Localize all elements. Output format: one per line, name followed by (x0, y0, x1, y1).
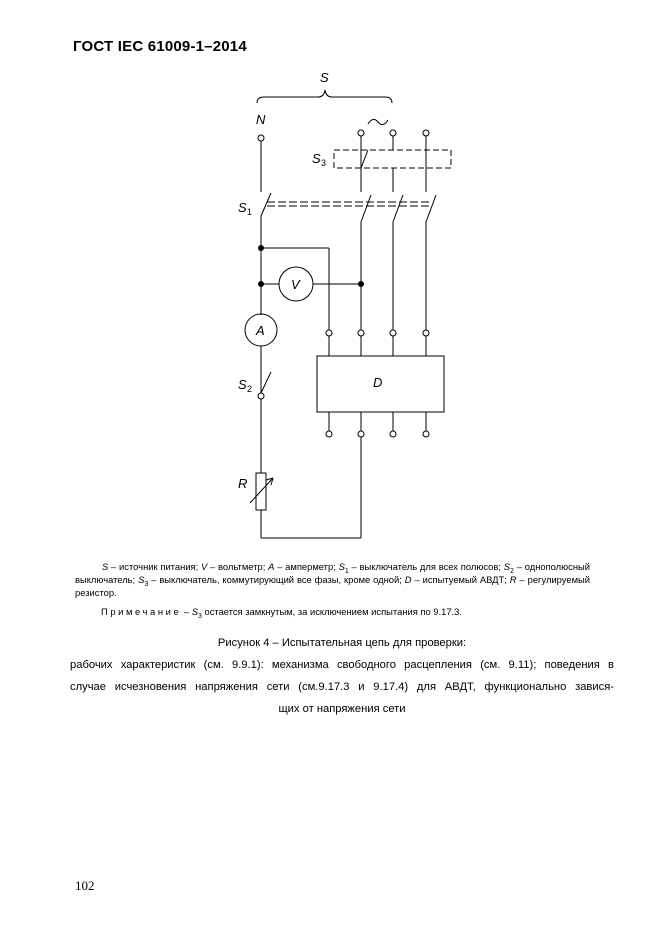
source-brace (257, 90, 392, 103)
label-a: A (256, 323, 265, 338)
caption-line: щих от напряжения сети (278, 703, 406, 715)
terminal-n (258, 135, 264, 141)
label-d: D (373, 375, 383, 390)
document-header: ГОСТ IEC 61009-1–2014 (73, 38, 247, 55)
figure-note: Примечание – $S_3$ остается замкнутым, за исключением испытания по 9.17.3. (101, 606, 462, 620)
caption-line: рабочих характеристик (см. 9.9.1): механизма свободного расцепления (см. 9.11); поведения в (70, 659, 614, 671)
resistor-adjust-arrow (250, 478, 273, 503)
figure-caption (70, 632, 614, 720)
junction-dot (258, 245, 264, 251)
label-n: N (256, 112, 266, 127)
terminal-phase-1 (358, 130, 364, 136)
label-s2-sub: 2 (247, 384, 253, 394)
switch-s3-box (334, 150, 451, 168)
junction-dot (358, 281, 364, 287)
label-s1: S (238, 200, 247, 215)
label-v: V (291, 277, 300, 292)
label-r: R (238, 476, 248, 491)
terminal-phase-2 (390, 130, 396, 136)
switch-s3-blade (361, 150, 368, 168)
junction-dot (258, 281, 264, 287)
caption-line: случае исчезновения напряжения сети (см.9.17.3 и 9.17.4) для АВДТ, функционально завися- (70, 681, 614, 693)
switch-s2-blade (261, 372, 271, 393)
ac-tilde (368, 119, 388, 124)
switch-s1-blade (261, 193, 271, 216)
terminal-phase-3 (423, 130, 429, 136)
label-s: S (320, 70, 329, 85)
terminal-s2 (258, 393, 264, 399)
label-s1-sub: 1 (247, 207, 253, 217)
note-label: Примечание (101, 606, 182, 617)
label-s3: S (312, 151, 321, 166)
label-s3-sub: 3 (321, 158, 327, 168)
diagram-legend: S – источник питания; V – вольтметр; A – амперметр; $S_1$ – выключатель для всех полюсов; $S_2$ – однополюсный выключатель; $S_3$ – выключатель, коммутирующий все фазы, кроме одной; D – испытуемый АВДТ; R – регулируемый резистор. (75, 561, 591, 598)
label-s2: S (238, 377, 247, 392)
page-number: 102 (75, 878, 95, 893)
caption-title: Рисунок 4 – Испытательная цепь для проверки: (217, 637, 467, 649)
